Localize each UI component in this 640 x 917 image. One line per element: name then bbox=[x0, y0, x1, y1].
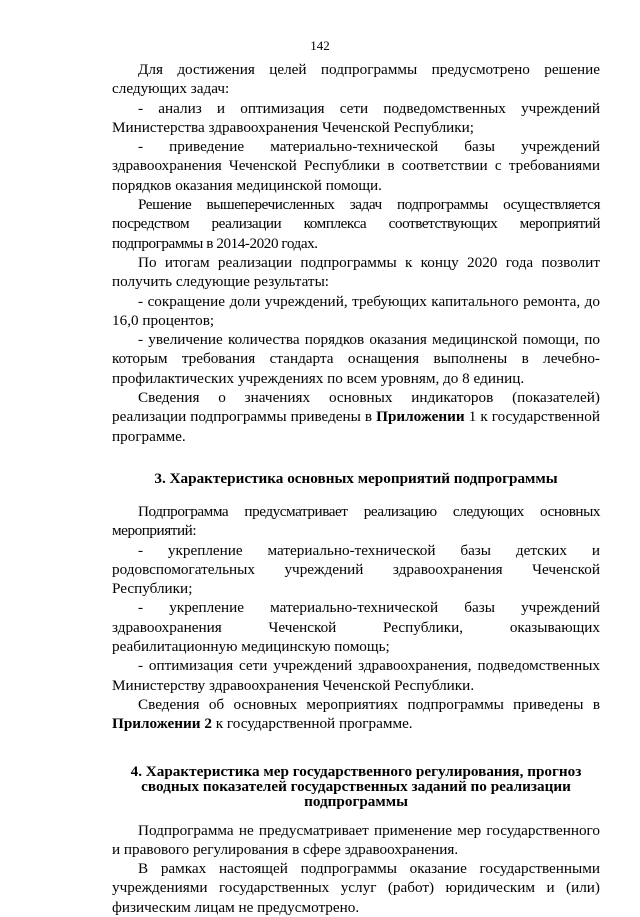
section-3-body bbox=[112, 502, 600, 734]
list-item-material-base: - приведение материально-технической базы учреждений здравоохранения Чеченской Республики в соответствии с требованиями порядков оказания медицинской помощи. bbox=[112, 138, 600, 194]
indicators-text-before: Сведения о значениях основных индикаторов (показателей) реализации подпрограммы приведены в bbox=[112, 389, 600, 426]
paragraph-solution: Решение вышеперечисленных задач подпрограммы осуществляется посредством реализации комплекса соответствующих мероприятий подпрограммы в 2014-2020 годах. bbox=[112, 196, 600, 252]
activities-text-after: к государственной программе. bbox=[211, 715, 413, 733]
section-4-heading-line-1: 4. Характеристика мер государственного регулирования, прогноз bbox=[130, 762, 582, 780]
page-number: 142 bbox=[310, 38, 330, 53]
section-3-heading: 3. Характеристика основных мероприятий подпрограммы bbox=[154, 469, 558, 487]
list-item-analysis: - анализ и оптимизация сети подведомственных учреждений Министерства здравоохранения Чеченской Республики; bbox=[112, 99, 600, 136]
section-4-heading bbox=[112, 764, 600, 809]
paragraph-results-intro: По итогам реализации подпрограммы к концу 2020 года позволит получить следующие результаты: bbox=[112, 253, 600, 291]
paragraph-goals: Для достижения целей подпрограммы предусмотрено решение следующих задач: bbox=[112, 61, 600, 98]
list-item-children-base: - укрепление материально-технической базы детских и родовспомогательных учреждений здравоохранения Чеченской Республики; bbox=[112, 541, 600, 598]
indicators-text-after: 1 к государственной программе. bbox=[112, 408, 600, 445]
paragraph-activities-appendix bbox=[112, 695, 600, 734]
paragraph-activities-intro: Подпрограмма предусматривает реализацию следующих основных мероприятий: bbox=[112, 502, 600, 540]
document-body bbox=[112, 38, 600, 917]
list-item-increase: - увеличение количества порядков оказания медицинской помощи, по которым требования стандарта оснащения выполнены в лечебно-профилактических учреждениях по всем уровням, до 8 единиц. bbox=[112, 331, 600, 387]
list-item-network-optimization: - оптимизация сети учреждений здравоохранения, подведомственных Министерству здравоохранения Чеченской Республики. bbox=[112, 657, 600, 694]
activities-text-before: Сведения об основных мероприятиях подпрограммы приведены в bbox=[138, 695, 600, 713]
activities-appendix-ref: Приложении 2 bbox=[112, 715, 212, 733]
section-4-heading-line-3: подпрограммы bbox=[304, 792, 408, 810]
indicators-appendix-ref: Приложении bbox=[376, 408, 465, 426]
section-2-tasks bbox=[112, 60, 600, 446]
section-4-heading-line-2: сводных показателей государственных заданий по реализации bbox=[141, 777, 571, 795]
paragraph-indicators bbox=[112, 388, 600, 446]
section-4-body bbox=[112, 821, 600, 917]
list-item-rehab-base: - укрепление материально-технической базы учреждений здравоохранения Чеченской Республики, оказывающих реабилитационную медицинскую помощь; bbox=[112, 599, 600, 656]
list-item-reduction: - сокращение доли учреждений, требующих капитального ремонта, до 16,0 процентов; bbox=[112, 292, 600, 329]
paragraph-no-regulation: Подпрограмма не предусматривает применение мер государственного и правового регулирования в сфере здравоохранения. bbox=[112, 821, 600, 858]
paragraph-no-services: В рамках настоящей подпрограммы оказание государственными учреждениями государственных услуг (работ) юридическим и (или) физическим лицам не предусмотрено. bbox=[112, 860, 600, 916]
